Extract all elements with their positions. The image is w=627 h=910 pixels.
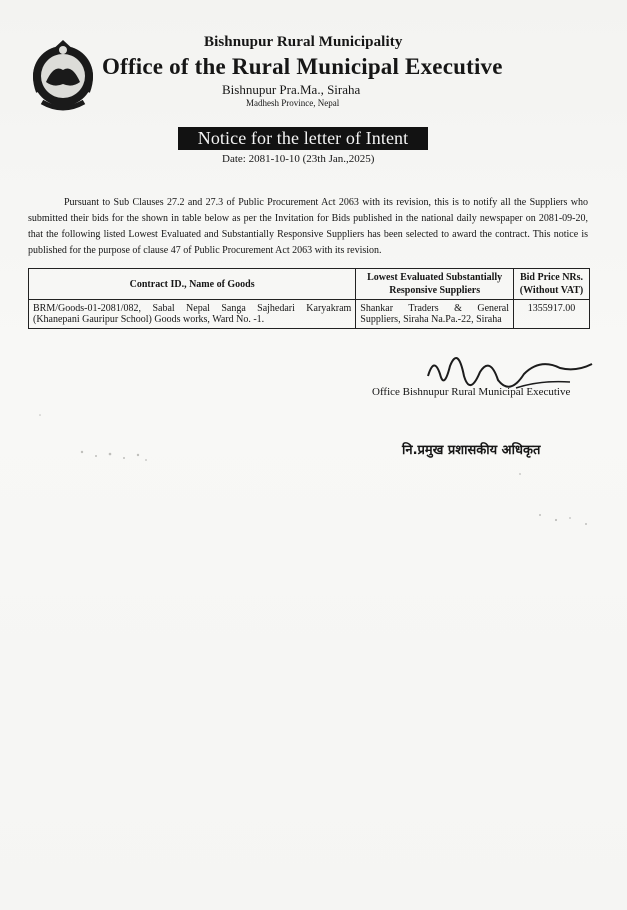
row-supplier: Shankar Traders & General Suppliers, Siraha Na.Pa.-22, Siraha xyxy=(356,300,514,329)
notice-title: Notice for the letter of Intent xyxy=(178,127,428,150)
notice-paragraph: Pursuant to Sub Clauses 27.2 and 27.3 of Public Procurement Act 2063 with its revision, this is to notify all the Suppliers who submitted their bids for the shown in table below as per the Invitation for Bids published in the national daily newspaper on 2081-09-20, that the following listed Lowest Evaluated and Substantially Responsive Suppliers has been selected to award the contract. This notice is published for the purpose of clause 47 of Public Procurement Act 2063 with its revision. xyxy=(28,197,588,256)
signature-office: Office Bishnupur Rural Municipal Executive xyxy=(372,386,571,398)
nepal-emblem-logo xyxy=(28,34,98,114)
bids-table xyxy=(28,268,590,329)
address-line-2: Madhesh Province, Nepal xyxy=(246,98,340,108)
header-contract: Contract ID., Name of Goods xyxy=(29,269,356,300)
official-stamp-text: नि.प्रमुख प्रशासकीय अधिकृत xyxy=(402,443,541,458)
notice-body xyxy=(28,195,588,259)
table-header-row xyxy=(29,269,590,300)
header-supplier: Lowest Evaluated Substantially Responsive Suppliers xyxy=(356,269,514,300)
office-title: Office of the Rural Municipal Executive xyxy=(102,54,503,79)
row-contract: BRM/Goods-01-2081/082, Sabal Nepal Sanga Sajhedari Karyakram (Khanepani Gauripur School) Goods works, Ward No. -1. xyxy=(29,300,356,329)
notice-date: Date: 2081-10-10 (23th Jan.,2025) xyxy=(222,153,375,165)
address-line-1: Bishnupur Pra.Ma., Siraha xyxy=(222,82,361,97)
municipality-name: Bishnupur Rural Municipality xyxy=(204,34,403,50)
table-row xyxy=(29,300,590,329)
header-price: Bid Price NRs. (Without VAT) xyxy=(514,269,590,300)
row-price: 1355917.00 xyxy=(514,300,590,329)
